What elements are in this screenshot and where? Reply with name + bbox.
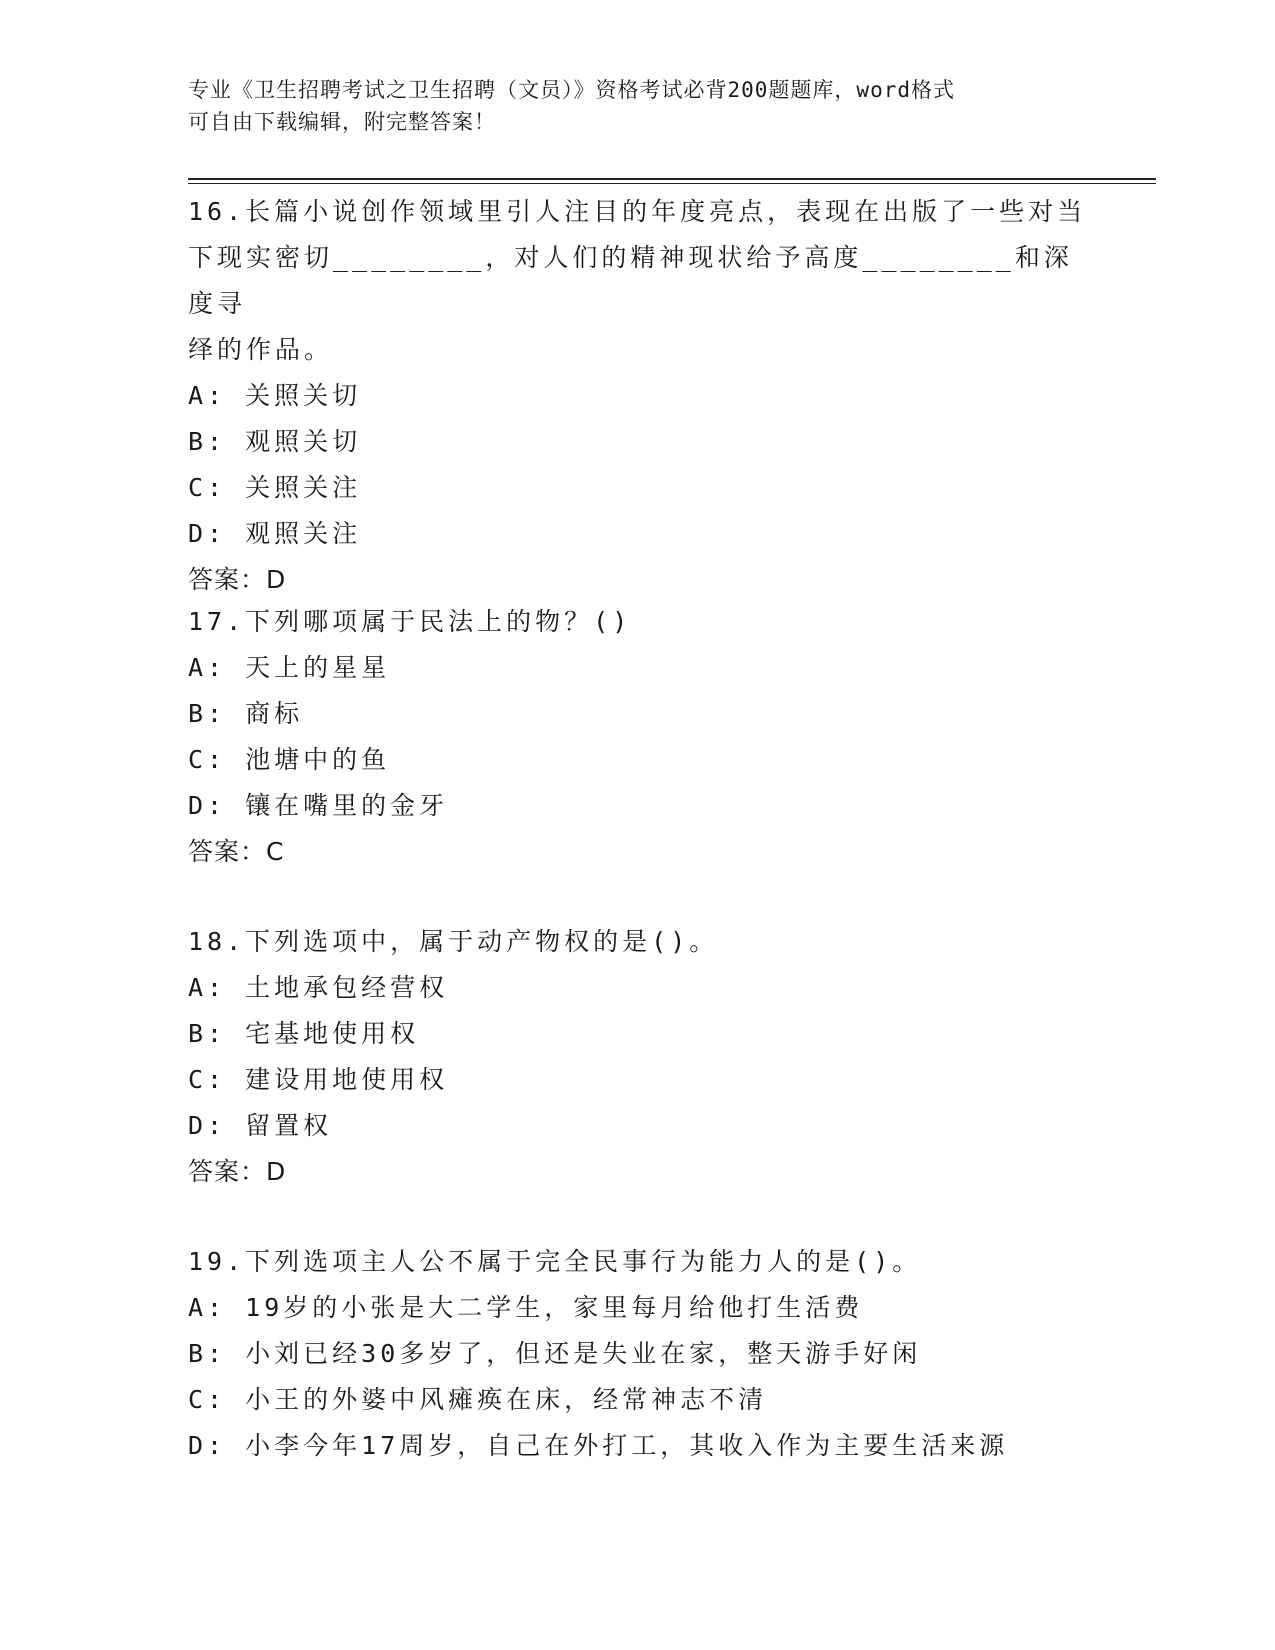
header-divider-thin bbox=[188, 183, 1156, 184]
header-line-1: 专业《卫生招聘考试之卫生招聘（文员）》资格考试必背200题题库，word格式 bbox=[188, 78, 955, 102]
answer-line: 答案：C bbox=[188, 837, 285, 866]
option-d: D: 镶在嘴里的金牙 bbox=[188, 791, 449, 820]
option-a: A: 关照关切 bbox=[188, 381, 362, 410]
question-stem-line: 16.长篇小说创作领域里引人注目的年度亮点，表现在出版了一些对当 bbox=[188, 197, 1087, 226]
option-b: B: 小刘已经30多岁了，但还是失业在家，整天游手好闲 bbox=[188, 1339, 922, 1368]
option-c: C: 关照关注 bbox=[188, 473, 362, 502]
option-c: C: 建设用地使用权 bbox=[188, 1065, 449, 1094]
option-b: B: 宅基地使用权 bbox=[188, 1019, 420, 1048]
option-a: A: 天上的星星 bbox=[188, 653, 391, 682]
header-line-2: 可自由下载编辑，附完整答案！ bbox=[188, 110, 496, 134]
answer-line: 答案：D bbox=[188, 1157, 287, 1186]
option-a: A: 土地承包经营权 bbox=[188, 973, 449, 1002]
option-d: D: 小李今年17周岁，自己在外打工，其收入作为主要生活来源 bbox=[188, 1431, 1009, 1460]
question-16 bbox=[188, 189, 1088, 603]
question-18 bbox=[188, 919, 1088, 1195]
question-stem-line: 17.下列哪项属于民法上的物？() bbox=[188, 607, 632, 636]
question-stem-line: 下现实密切________，对人们的精神现状给予高度________和深度寻 bbox=[188, 243, 1073, 318]
option-d: D: 观照关注 bbox=[188, 519, 362, 548]
question-stem-line: 18.下列选项中，属于动产物权的是()。 bbox=[188, 927, 719, 956]
option-d: D: 留置权 bbox=[188, 1111, 333, 1140]
document-header bbox=[188, 74, 1088, 138]
question-19 bbox=[188, 1239, 1088, 1469]
option-c: C: 池塘中的鱼 bbox=[188, 745, 391, 774]
question-stem-line: 绎的作品。 bbox=[188, 335, 334, 364]
option-b: B: 观照关切 bbox=[188, 427, 362, 456]
option-b: B: 商标 bbox=[188, 699, 304, 728]
question-17 bbox=[188, 599, 1088, 875]
option-c: C: 小王的外婆中风瘫痪在床，经常神志不清 bbox=[188, 1385, 768, 1414]
option-a: A: 19岁的小张是大二学生，家里每月给他打生活费 bbox=[188, 1293, 864, 1322]
question-stem-line: 19.下列选项主人公不属于完全民事行为能力人的是()。 bbox=[188, 1247, 922, 1276]
answer-line: 答案：D bbox=[188, 565, 287, 594]
header-divider bbox=[188, 178, 1156, 180]
